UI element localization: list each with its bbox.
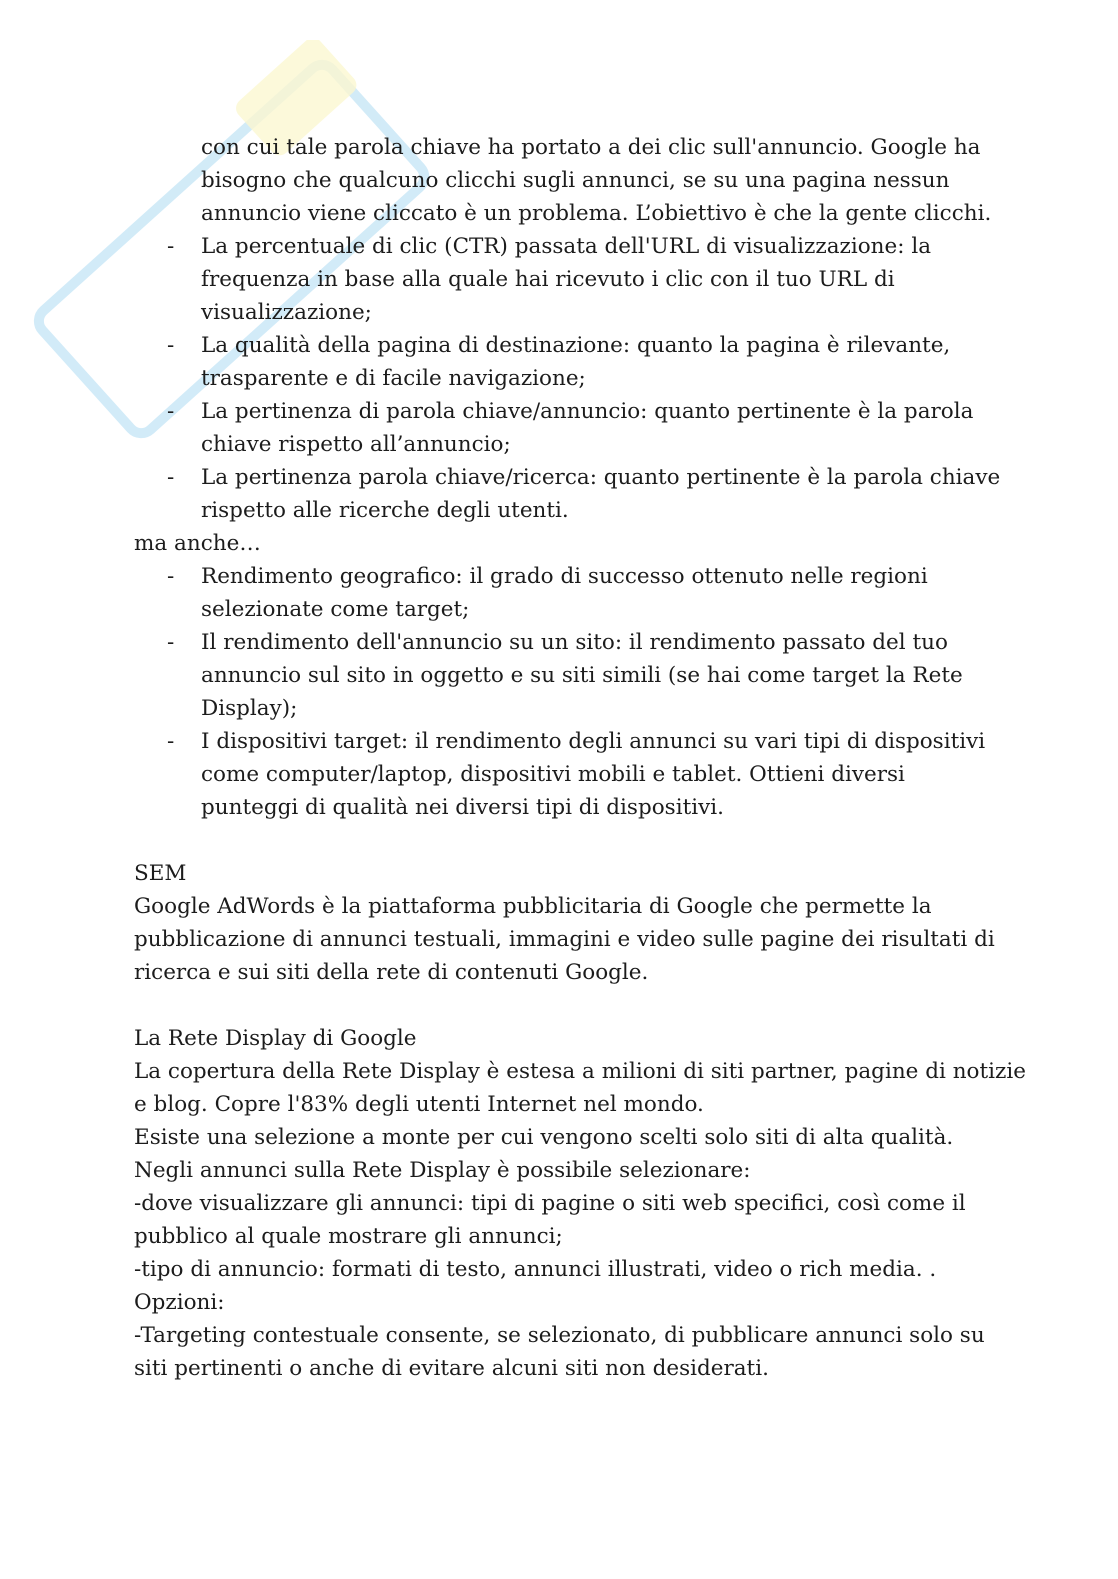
dash-bullet: -: [167, 333, 175, 358]
text-line: bisogno che qualcuno clicchi sugli annunci, se su una pagina nessun: [201, 168, 950, 193]
text-line: chiave rispetto all’annuncio;: [201, 432, 511, 457]
text-line: La percentuale di clic (CTR) passata dell'URL di visualizzazione: la: [201, 234, 932, 259]
spacer: [134, 824, 984, 857]
text-line: -tipo di annuncio: formati di testo, annunci illustrati, video o rich media. .: [134, 1257, 937, 1282]
dash-bullet: -: [167, 399, 175, 424]
text-line: trasparente e di facile navigazione;: [201, 366, 586, 391]
text-line: Opzioni:: [134, 1290, 225, 1315]
sem-section: [134, 857, 995, 989]
dash-bullet: -: [167, 729, 175, 754]
intro-continuation: [134, 131, 992, 230]
text-line: La pertinenza parola chiave/ricerca: quanto pertinente è la parola chiave: [201, 465, 1001, 490]
list-item: [134, 395, 984, 461]
text-line: punteggi di qualità nei diversi tipi di dispositivi.: [201, 795, 724, 820]
list-item: [134, 560, 984, 626]
text-line: pubblico al quale mostrare gli annunci;: [134, 1224, 563, 1249]
text-line: come computer/laptop, dispositivi mobili e tablet. Ottieni diversi: [201, 762, 905, 787]
ma-anche-label: ma anche…: [134, 531, 261, 556]
section-heading: La Rete Display di Google: [134, 1026, 417, 1051]
text-line: Google AdWords è la piattaforma pubblicitaria di Google che permette la: [134, 894, 932, 919]
dash-bullet: -: [167, 465, 175, 490]
text-line: Negli annunci sulla Rete Display è possibile selezionare:: [134, 1158, 751, 1183]
dash-bullet: -: [167, 564, 175, 589]
text-line: siti pertinenti o anche di evitare alcuni siti non desiderati.: [134, 1356, 769, 1381]
text-line: Rendimento geografico: il grado di successo ottenuto nelle regioni: [201, 564, 928, 589]
text-line: con cui tale parola chiave ha portato a dei clic sull'annuncio. Google ha: [201, 135, 981, 160]
list-item: [134, 329, 984, 395]
additional-factors-list: [134, 560, 984, 824]
section-heading: SEM: [134, 861, 187, 886]
list-item: [134, 230, 984, 329]
text-line: rispetto alle ricerche degli utenti.: [201, 498, 569, 523]
text-line: La qualità della pagina di destinazione: quanto la pagina è rilevante,: [201, 333, 951, 358]
text-line: pubblicazione di annunci testuali, immagini e video sulle pagine dei risultati di: [134, 927, 995, 952]
text-line: e blog. Copre l'83% degli utenti Internet nel mondo.: [134, 1092, 704, 1117]
dash-bullet: -: [167, 234, 175, 259]
text-line: ricerca e sui siti della rete di contenuti Google.: [134, 960, 649, 985]
text-line: selezionate come target;: [201, 597, 470, 622]
text-line: annuncio viene cliccato è un problema. L’obiettivo è che la gente clicchi.: [201, 201, 992, 226]
text-line: Esiste una selezione a monte per cui vengono scelti solo siti di alta qualità.: [134, 1125, 954, 1150]
text-line: -dove visualizzare gli annunci: tipi di pagine o siti web specifici, così come il: [134, 1191, 966, 1216]
text-line: La pertinenza di parola chiave/annuncio: quanto pertinente è la parola: [201, 399, 974, 424]
spacer: [134, 989, 984, 1022]
text-line: La copertura della Rete Display è estesa a milioni di siti partner, pagine di notizie: [134, 1059, 1026, 1084]
quality-factors-list: [134, 230, 1001, 527]
text-line: visualizzazione;: [201, 300, 372, 325]
list-item: [134, 725, 984, 824]
rete-display-section: [134, 1022, 1026, 1385]
text-line: -Targeting contestuale consente, se selezionato, di pubblicare annunci solo su: [134, 1323, 985, 1348]
text-line: Display);: [201, 696, 298, 721]
text-line: frequenza in base alla quale hai ricevuto i clic con il tuo URL di: [201, 267, 895, 292]
document-page: [134, 131, 1026, 1385]
list-item: [134, 461, 1001, 527]
text-line: Il rendimento dell'annuncio su un sito: il rendimento passato del tuo: [201, 630, 948, 655]
list-item: [134, 626, 984, 725]
dash-bullet: -: [167, 630, 175, 655]
text-line: annuncio sul sito in oggetto e su siti simili (se hai come target la Rete: [201, 663, 963, 688]
text-line: I dispositivi target: il rendimento degli annunci su vari tipi di dispositivi: [201, 729, 986, 754]
